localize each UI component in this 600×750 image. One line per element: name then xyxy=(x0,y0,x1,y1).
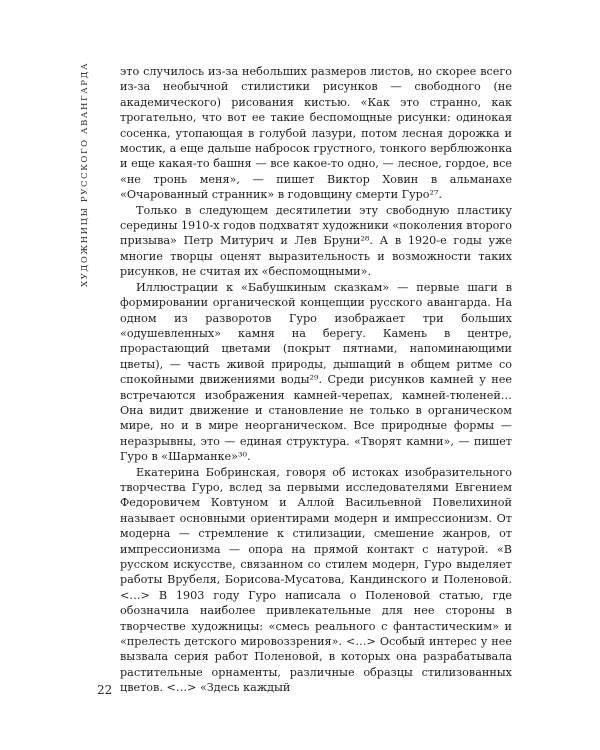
paragraph: Иллюстрации к «Бабушкиным сказкам» — первые шаги в формировании органической концепции русского авангарда. На одном из разворотов Гуро изображает три больших «одушевленных» камня на берегу. Камень в центре, прорастающий цветами (покрыт пятнами, напоминающими цветы), — часть живой природы, дышащий в общем ритме со спокойными движениями воды²⁹. Среди рисунков камней у нее встречаются изображения камней-черепах, камней-тюленей… Она видит движение и становление не только в органическом мире, но и в мире неорганическом. Все природные формы — неразрывны, это — единая структура. «Творят камни», — пишет Гуро в «Шарманке»³⁰. xyxy=(120,280,512,464)
body-text xyxy=(120,64,512,696)
paragraph: это случилось из-за небольших размеров листов, но скорее всего из-за необычной стилистики рисунков — свободного (не академического) рисования кистью. «Как это странно, как трогательно, что вот ее такие беспомощные рисунки: одинокая сосенка, утопающая в голубой лазури, потом лесная дорожка и мостик, а еще дальше набросок грустного, тонкого верблюжонка и еще какая-то башня — все какое-то одно, — лесное, гордое, все «не тронь меня», — пишет Виктор Ховин в альманахе «Очарованный странник» в годовщину смерти Гуро²⁷. xyxy=(120,65,512,202)
paragraph: Екатерина Бобринская, говоря об истоках изобразительного творчества Гуро, вслед за первыми исследователями Евгением Федоровичем Ковтуном и Аллой Васильевной Повелихиной называет основными ориентирами модерн и импрессионизм. От модерна — стремление к стилизации, смешение жанров, от импрессионизма — опора на прямой контакт с натурой. «В русском искусстве, связанном со стилем модерн, Гуро выделяет работы Врубеля, Борисова-Мусатова, Кандинского и Поленовой. <…> В 1903 году Гуро написала о Поленовой статью, где обозначила наиболее привлекательные для нее стороны в творчестве художницы: «смесь реального с фантастическим» и «прелесть детского мировоззрения». <…> Особый интерес у нее вызвала серия работ Поленовой, в которых она разрабатывала растительные орнаменты, различные образцы стилизованных цветов. <…> «Здесь каждый xyxy=(120,465,512,695)
running-head: ХУДОЖНИЦЫ РУССКОГО АВАНГАРДА xyxy=(80,62,90,288)
paragraph: Только в следующем десятилетии эту свободную пластику середины 1910-х годов подхватят художники «поколения второго призыва» Петр Митурич и Лев Бруни²⁸. А в 1920-е годы уже многие творцы оценят выразительность и возможности таких рисунков, не считая их «беспомощными». xyxy=(120,203,512,279)
page-number: 22 xyxy=(97,683,113,697)
